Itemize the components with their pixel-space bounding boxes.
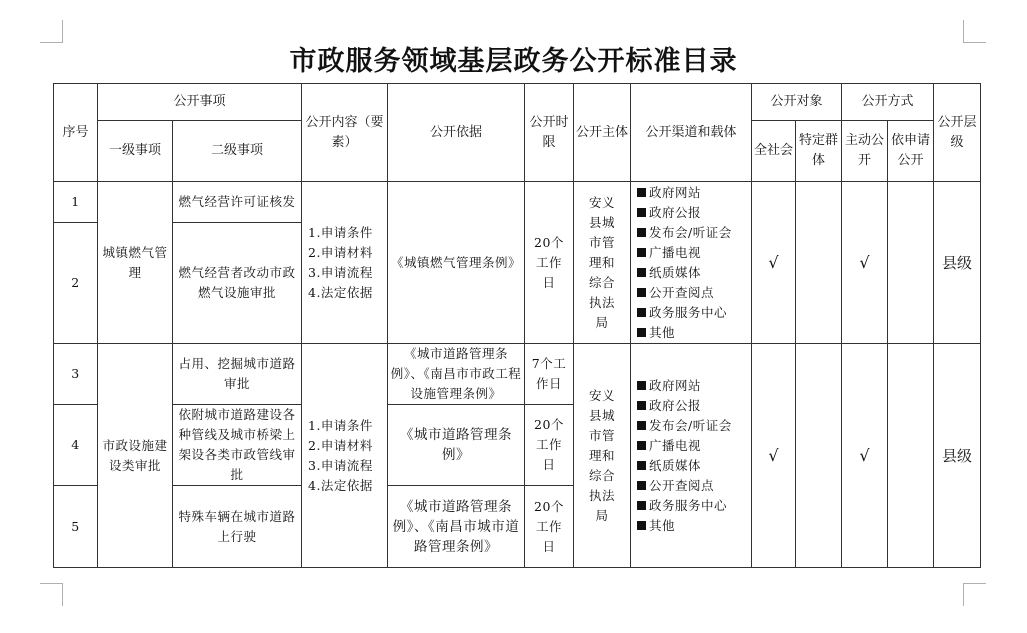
channel-item: 政府网站 [637, 183, 749, 203]
catalog-table [53, 83, 981, 568]
square-bullet-icon [637, 521, 646, 530]
crop-mark-top-left [40, 20, 63, 43]
channel-item: 广播电视 [637, 243, 749, 263]
square-bullet-icon [637, 501, 646, 510]
channel-item: 其他 [637, 516, 749, 536]
header-content: 公开内容（要素） [302, 84, 388, 182]
basis-cell: 《城市道路管理条例》、《南昌市城市道路管理条例》 [388, 486, 525, 568]
limit-cell: 20个工作日 [525, 182, 574, 344]
basis-cell: 《城镇燃气管理条例》 [388, 182, 525, 344]
limit-cell: 20个工作日 [525, 486, 574, 568]
level-cell: 县级 [934, 182, 981, 344]
header-level: 公开层级 [934, 84, 981, 182]
subject-cell: 安义县城市管理和综合执法局 [574, 344, 631, 568]
header-target: 公开对象 [752, 84, 842, 121]
crop-mark-bottom-left [40, 583, 63, 606]
channel-item: 政务服务中心 [637, 303, 749, 323]
apply-disclosure-mark [888, 182, 934, 344]
row-seq: 5 [54, 486, 98, 568]
channel-item: 政府公报 [637, 396, 749, 416]
channel-cell [631, 182, 752, 344]
row-seq: 3 [54, 344, 98, 405]
content-item: 1.申请条件 [308, 417, 373, 433]
document-title: 市政服务领域基层政务公开标准目录 [289, 46, 738, 77]
square-bullet-icon [637, 248, 646, 257]
item-cell: 燃气经营者改动市政燃气设施审批 [173, 223, 302, 344]
content-cell [302, 182, 388, 344]
header-level1: 一级事项 [98, 121, 173, 182]
square-bullet-icon [637, 401, 646, 410]
square-bullet-icon [637, 228, 646, 237]
all-society-mark: √ [752, 182, 796, 344]
square-bullet-icon [637, 481, 646, 490]
table-row [54, 344, 981, 405]
header-channel: 公开渠道和载体 [631, 84, 752, 182]
item-cell: 依附城市道路建设各种管线及城市桥梁上架设各类市政管线审批 [173, 405, 302, 486]
content-item: 4.法定依据 [308, 284, 373, 300]
content-item: 3.申请流程 [308, 457, 373, 473]
channel-cell [631, 344, 752, 568]
basis-cell: 《城市道路管理条例》、《南昌市市政工程设施管理条例》 [388, 344, 525, 405]
channel-item: 广播电视 [637, 436, 749, 456]
square-bullet-icon [637, 188, 646, 197]
active-disclosure-mark: √ [842, 182, 888, 344]
content-item: 1.申请条件 [308, 224, 373, 240]
limit-cell: 20个工作日 [525, 405, 574, 486]
square-bullet-icon [637, 288, 646, 297]
row-seq: 1 [54, 182, 98, 223]
channel-item: 公开查阅点 [637, 476, 749, 496]
channel-item: 政务服务中心 [637, 496, 749, 516]
category-cell: 市政设施建设类审批 [98, 344, 173, 568]
channel-item: 政府网站 [637, 376, 749, 396]
square-bullet-icon [637, 328, 646, 337]
channel-item: 其他 [637, 323, 749, 343]
content-item: 2.申请材料 [308, 437, 373, 453]
header-method: 公开方式 [842, 84, 934, 121]
square-bullet-icon [637, 381, 646, 390]
item-cell: 燃气经营许可证核发 [173, 182, 302, 223]
item-cell: 占用、挖掘城市道路审批 [173, 344, 302, 405]
header-active: 主动公开 [842, 121, 888, 182]
square-bullet-icon [637, 268, 646, 277]
row-seq: 4 [54, 405, 98, 486]
header-apply: 依申请公开 [888, 121, 934, 182]
header-limit: 公开时限 [525, 84, 574, 182]
level-cell: 县级 [934, 344, 981, 568]
category-cell: 城镇燃气管理 [98, 182, 173, 344]
square-bullet-icon [637, 441, 646, 450]
subject-cell: 安义县城市管理和综合执法局 [574, 182, 631, 344]
channel-item: 发布会/听证会 [637, 223, 749, 243]
specific-group-mark [796, 344, 842, 568]
square-bullet-icon [637, 208, 646, 217]
header-row-1 [54, 84, 981, 121]
header-seq: 序号 [54, 84, 98, 182]
all-society-mark: √ [752, 344, 796, 568]
limit-cell: 7个工作日 [525, 344, 574, 405]
basis-cell: 《城市道路管理条例》 [388, 405, 525, 486]
specific-group-mark [796, 182, 842, 344]
apply-disclosure-mark [888, 344, 934, 568]
crop-mark-top-right [963, 20, 986, 43]
channel-item: 纸质媒体 [637, 263, 749, 283]
header-level2: 二级事项 [173, 121, 302, 182]
table-row [54, 182, 981, 223]
header-basis: 公开依据 [388, 84, 525, 182]
header-all: 全社会 [752, 121, 796, 182]
crop-mark-bottom-right [963, 583, 986, 606]
content-item: 3.申请流程 [308, 264, 373, 280]
content-item: 4.法定依据 [308, 477, 373, 493]
channel-item: 政府公报 [637, 203, 749, 223]
content-item: 2.申请材料 [308, 244, 373, 260]
content-cell [302, 344, 388, 568]
item-cell: 特殊车辆在城市道路上行驶 [173, 486, 302, 568]
channel-item: 发布会/听证会 [637, 416, 749, 436]
channel-item: 公开查阅点 [637, 283, 749, 303]
header-subject: 公开主体 [574, 84, 631, 182]
square-bullet-icon [637, 421, 646, 430]
active-disclosure-mark: √ [842, 344, 888, 568]
row-seq: 2 [54, 223, 98, 344]
square-bullet-icon [637, 461, 646, 470]
square-bullet-icon [637, 308, 646, 317]
header-item: 公开事项 [98, 84, 302, 121]
channel-item: 纸质媒体 [637, 456, 749, 476]
header-specific: 特定群体 [796, 121, 842, 182]
